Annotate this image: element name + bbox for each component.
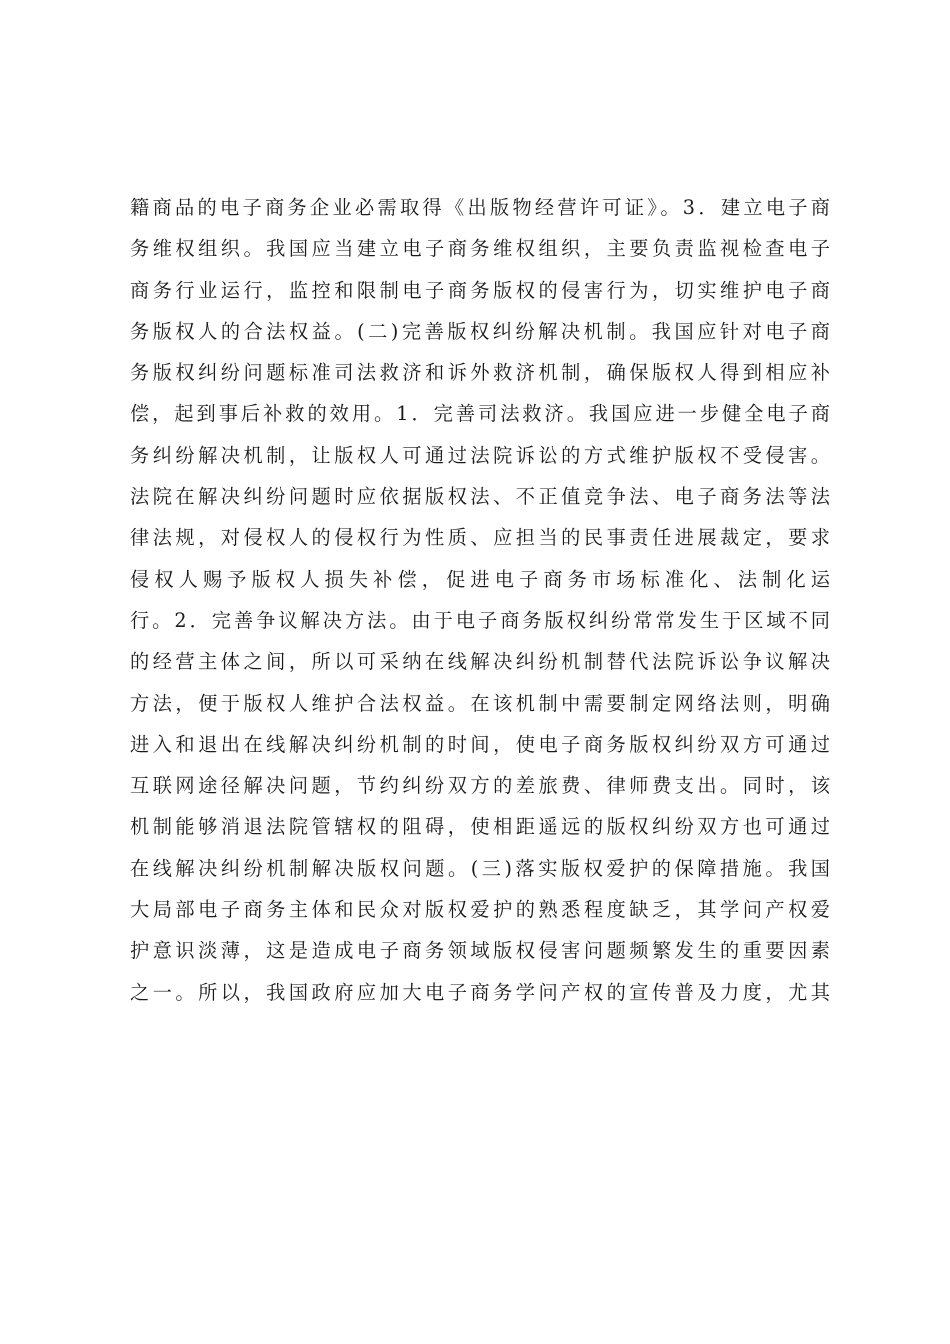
text-line: 侵权人赐予版权人损失补偿，促进电子商务市场标准化、法制化运	[130, 567, 830, 591]
text-line: 机制能够消退法院管辖权的阻碍，使相距遥远的版权纠纷双方也可通过	[130, 815, 830, 839]
text-line: 务纠纷解决机制，让版权人可通过法院诉讼的方式维护版权不受侵害。	[130, 443, 830, 467]
text-line: 护意识淡薄，这是造成电子商务领域版权侵害问题频繁发生的重要因素	[130, 939, 830, 963]
text-line: 律法规，对侵权人的侵权行为性质、应担当的民事责任进展裁定，要求	[130, 526, 830, 550]
text-line: 商务行业运行，监控和限制电子商务版权的侵害行为，切实维护电子商	[130, 278, 830, 302]
text-line: 方法，便于版权人维护合法权益。在该机制中需要制定网络法则，明确	[130, 691, 830, 715]
text-line: 之一。所以，我国政府应加大电子商务学问产权的宣传普及力度，尤其	[130, 980, 830, 1004]
text-line: 籍商品的电子商务企业必需取得《出版物经营许可证》。3．建立电子商	[130, 196, 830, 219]
text-line: 务版权人的合法权益。(二)完善版权纠纷解决机制。我国应针对电子商	[130, 319, 830, 343]
text-line: 偿，起到事后补救的效用。1．完善司法救济。我国应进一步健全电子商	[130, 402, 830, 426]
text-line: 务版权纠纷问题标准司法救济和诉外救济机制，确保版权人得到相应补	[130, 361, 830, 385]
text-line: 在线解决纠纷机制解决版权问题。(三)落实版权爱护的保障措施。我国	[130, 856, 830, 880]
text-line: 法院在解决纠纷问题时应依据版权法、不正值竞争法、电子商务法等法	[130, 485, 830, 509]
text-line: 进入和退出在线解决纠纷机制的时间，使电子商务版权纠纷双方可通过	[130, 732, 830, 756]
text-line: 互联网途径解决问题，节约纠纷双方的差旅费、律师费支出。同时，该	[130, 774, 830, 798]
text-line: 务维权组织。我国应当建立电子商务维权组织，主要负责监视检查电子	[130, 237, 830, 261]
text-line: 行。2．完善争议解决方法。由于电子商务版权纠纷常常发生于区域不同	[130, 608, 830, 632]
text-line: 的经营主体之间，所以可采纳在线解决纠纷机制替代法院诉讼争议解决	[130, 650, 830, 674]
body-paragraph	[130, 187, 830, 1013]
text-line: 大局部电子商务主体和民众对版权爱护的熟悉程度缺乏，其学问产权爱	[130, 898, 830, 922]
